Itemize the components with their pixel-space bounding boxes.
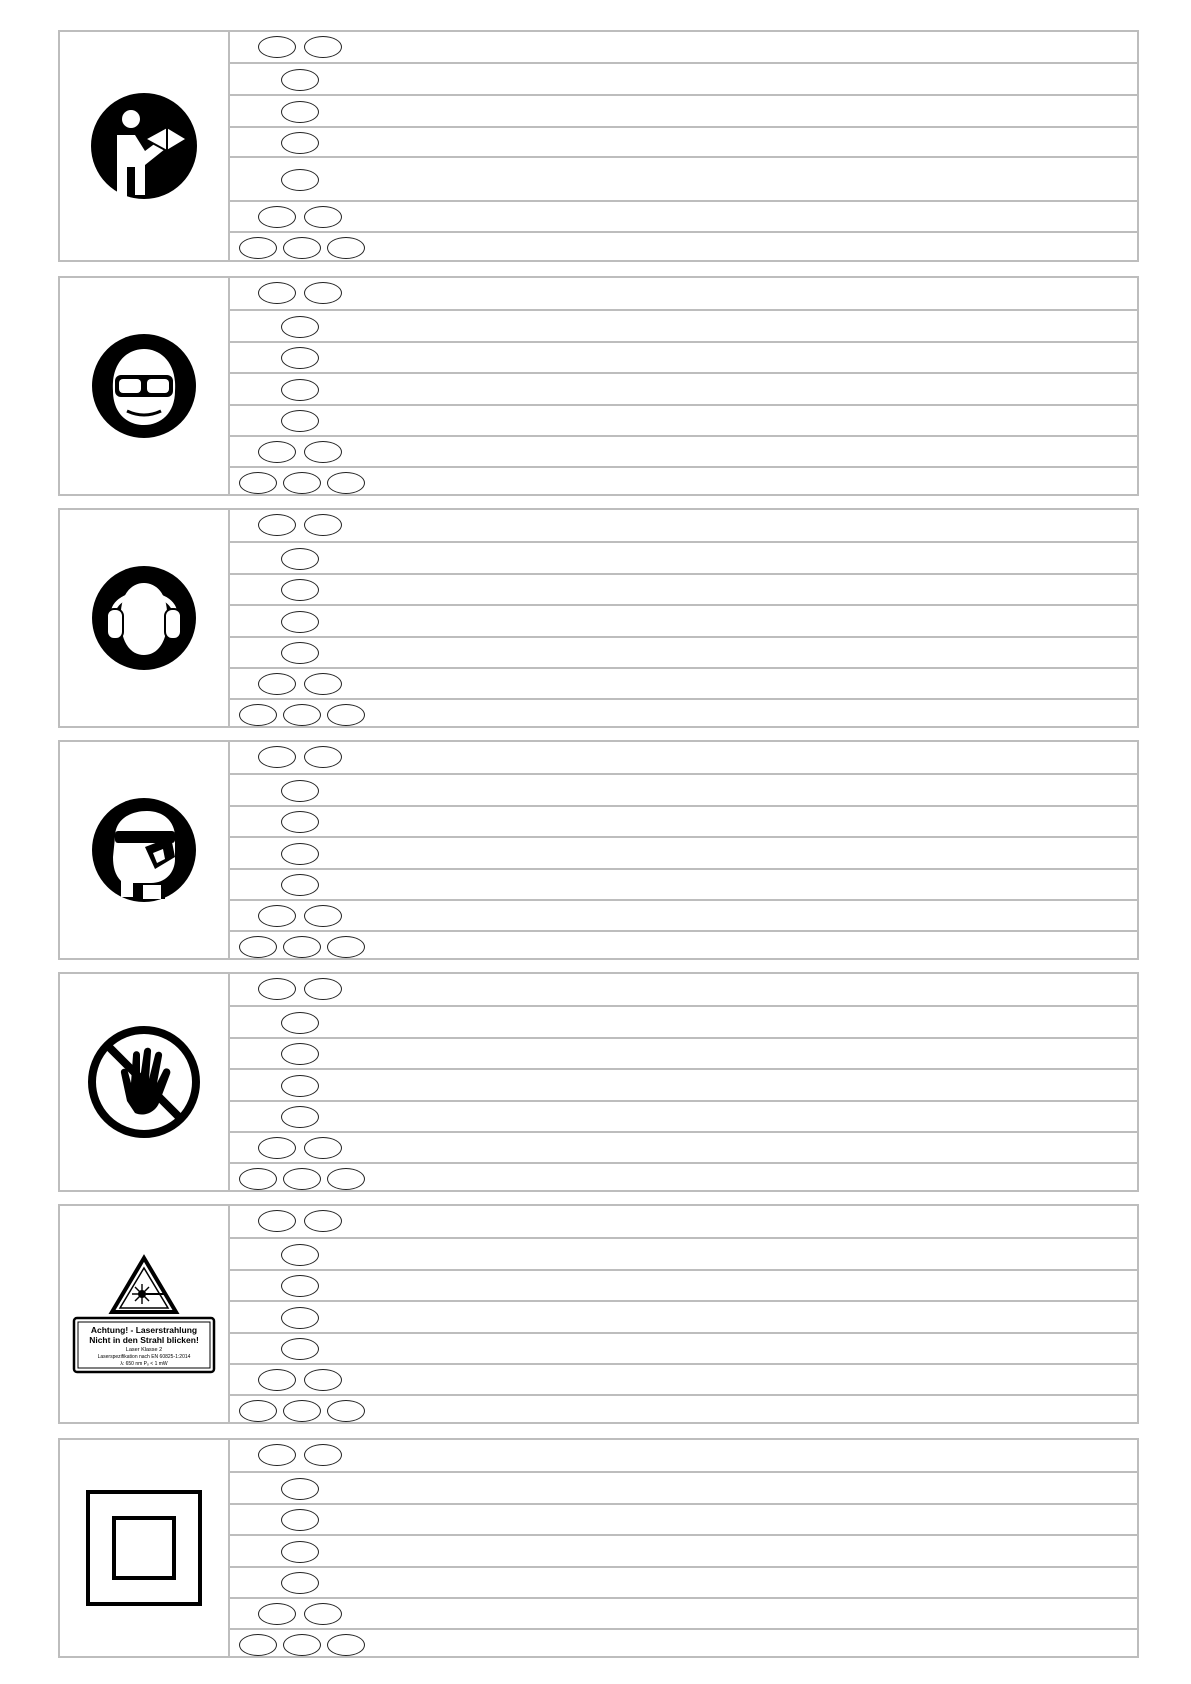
row: [230, 309, 1137, 343]
laser-warning-icon: [70, 1254, 218, 1374]
row: [230, 899, 1137, 932]
laser-label-line3: Laser Klasse 2: [125, 1347, 163, 1353]
rows: [230, 1440, 1137, 1656]
laser-label-line2: Nicht in den Strahl blicken!: [89, 1335, 199, 1345]
oval-field[interactable]: [281, 410, 319, 432]
oval-field[interactable]: [239, 1634, 277, 1656]
oval-field[interactable]: [281, 1478, 319, 1500]
oval-field[interactable]: [281, 69, 319, 91]
oval-field[interactable]: [327, 472, 365, 494]
dust-mask-icon: [91, 797, 197, 903]
oval-field[interactable]: [304, 441, 342, 463]
row: [230, 1440, 1137, 1471]
rows: [230, 278, 1137, 494]
oval-field[interactable]: [281, 874, 319, 896]
protection-class-2-icon: [86, 1490, 202, 1606]
section-eye-protection: [58, 276, 1139, 496]
row: [230, 1037, 1137, 1070]
row: [230, 372, 1137, 406]
row: [230, 200, 1137, 233]
row: [230, 231, 1137, 264]
oval-field[interactable]: [281, 1244, 319, 1266]
oval-field[interactable]: [258, 1444, 296, 1466]
oval-field[interactable]: [239, 1400, 277, 1422]
read-manual-icon: [89, 91, 199, 201]
rows: [230, 742, 1137, 958]
do-not-touch-icon: [87, 1025, 201, 1139]
row: [230, 1100, 1137, 1133]
oval-field[interactable]: [258, 1137, 296, 1159]
oval-field[interactable]: [304, 1603, 342, 1625]
oval-field[interactable]: [258, 441, 296, 463]
oval-field[interactable]: [258, 1369, 296, 1391]
oval-field[interactable]: [281, 811, 319, 833]
row: [230, 1206, 1137, 1237]
oval-field[interactable]: [281, 1275, 319, 1297]
oval-field[interactable]: [281, 780, 319, 802]
row: [230, 510, 1137, 541]
oval-field[interactable]: [304, 206, 342, 228]
row: [230, 773, 1137, 807]
oval-field[interactable]: [281, 1106, 319, 1128]
oval-field[interactable]: [258, 36, 296, 58]
oval-field[interactable]: [281, 642, 319, 664]
row: [230, 1005, 1137, 1039]
oval-field[interactable]: [304, 1369, 342, 1391]
oval-field[interactable]: [281, 611, 319, 633]
oval-field[interactable]: [281, 1012, 319, 1034]
row: [230, 32, 1137, 62]
oval-field[interactable]: [258, 1603, 296, 1625]
row: [230, 341, 1137, 374]
row: [230, 698, 1137, 730]
icon-cell: [60, 974, 230, 1190]
oval-field[interactable]: [281, 1338, 319, 1360]
row: [230, 742, 1137, 773]
oval-field[interactable]: [283, 1168, 321, 1190]
oval-field[interactable]: [327, 1400, 365, 1422]
row: [230, 836, 1137, 870]
oval-field[interactable]: [327, 1168, 365, 1190]
icon-cell: [60, 1440, 230, 1656]
row: [230, 435, 1137, 468]
oval-field[interactable]: [304, 905, 342, 927]
oval-field[interactable]: [281, 316, 319, 338]
oval-field[interactable]: [258, 978, 296, 1000]
oval-field[interactable]: [258, 206, 296, 228]
row: [230, 466, 1137, 498]
row: [230, 1597, 1137, 1630]
row: [230, 667, 1137, 700]
oval-field[interactable]: [239, 472, 277, 494]
row: [230, 1503, 1137, 1536]
row: [230, 1332, 1137, 1365]
oval-field[interactable]: [304, 978, 342, 1000]
oval-field[interactable]: [304, 36, 342, 58]
oval-field[interactable]: [281, 1541, 319, 1563]
laser-label-line1: Achtung! - Laserstrahlung: [90, 1325, 198, 1335]
section-dust-mask: [58, 740, 1139, 960]
oval-field[interactable]: [283, 1400, 321, 1422]
oval-field[interactable]: [304, 514, 342, 536]
oval-field[interactable]: [258, 282, 296, 304]
oval-field[interactable]: [327, 936, 365, 958]
oval-field[interactable]: [281, 1075, 319, 1097]
oval-field[interactable]: [281, 347, 319, 369]
row: [230, 1068, 1137, 1102]
laser-label-line5: λ: 650 nm Pₒ < 1 mW: [120, 1361, 168, 1367]
oval-field[interactable]: [281, 843, 319, 865]
row: [230, 604, 1137, 638]
icon-cell: [60, 742, 230, 958]
oval-field[interactable]: [239, 936, 277, 958]
icon-cell: [60, 510, 230, 726]
section-protection-class-2: [58, 1438, 1139, 1658]
row: [230, 868, 1137, 901]
oval-field[interactable]: [258, 746, 296, 768]
row: [230, 974, 1137, 1005]
row: [230, 1162, 1137, 1194]
icon-cell: [60, 32, 230, 260]
oval-field[interactable]: [283, 1634, 321, 1656]
section-laser-warning: [58, 1204, 1139, 1424]
oval-field[interactable]: [239, 1168, 277, 1190]
row: [230, 636, 1137, 669]
oval-field[interactable]: [283, 704, 321, 726]
oval-field[interactable]: [258, 905, 296, 927]
oval-field[interactable]: [304, 1137, 342, 1159]
row: [230, 1300, 1137, 1334]
oval-field[interactable]: [283, 472, 321, 494]
oval-field[interactable]: [304, 746, 342, 768]
eye-protection-icon: [91, 333, 197, 439]
rows: [230, 974, 1137, 1190]
oval-field[interactable]: [281, 379, 319, 401]
section-read-manual: [58, 30, 1139, 262]
oval-field[interactable]: [281, 1043, 319, 1065]
ear-protection-icon: [91, 565, 197, 671]
oval-field[interactable]: [239, 704, 277, 726]
oval-field[interactable]: [258, 673, 296, 695]
row: [230, 573, 1137, 606]
row: [230, 1534, 1137, 1568]
row: [230, 1131, 1137, 1164]
oval-field[interactable]: [327, 237, 365, 259]
oval-field[interactable]: [281, 132, 319, 154]
row: [230, 1269, 1137, 1302]
oval-field[interactable]: [258, 514, 296, 536]
rows: [230, 510, 1137, 726]
oval-field[interactable]: [283, 237, 321, 259]
row: [230, 1394, 1137, 1426]
section-do-not-touch: [58, 972, 1139, 1192]
oval-field[interactable]: [258, 1210, 296, 1232]
row: [230, 278, 1137, 309]
oval-field[interactable]: [304, 1444, 342, 1466]
oval-field[interactable]: [239, 237, 277, 259]
oval-field[interactable]: [281, 579, 319, 601]
icon-cell: [60, 1206, 230, 1422]
oval-field[interactable]: [327, 1634, 365, 1656]
oval-field[interactable]: [283, 936, 321, 958]
row: [230, 126, 1137, 158]
rows: [230, 32, 1137, 260]
row: [230, 1471, 1137, 1505]
oval-field[interactable]: [281, 548, 319, 570]
oval-field[interactable]: [281, 169, 319, 191]
row: [230, 930, 1137, 962]
oval-field[interactable]: [304, 282, 342, 304]
oval-field[interactable]: [281, 1572, 319, 1594]
row: [230, 94, 1137, 128]
rows: [230, 1206, 1137, 1422]
row: [230, 404, 1137, 437]
section-ear-protection: [58, 508, 1139, 728]
row: [230, 62, 1137, 96]
oval-field[interactable]: [281, 1307, 319, 1329]
oval-field[interactable]: [281, 101, 319, 123]
row: [230, 805, 1137, 838]
laser-label-line4: Laserspezifikation nach EN 60825-1:2014: [97, 1354, 191, 1360]
row: [230, 1237, 1137, 1271]
icon-cell: [60, 278, 230, 494]
oval-field[interactable]: [281, 1509, 319, 1531]
row: [230, 1566, 1137, 1599]
oval-field[interactable]: [304, 673, 342, 695]
oval-field[interactable]: [327, 704, 365, 726]
row: [230, 1363, 1137, 1396]
row: [230, 1628, 1137, 1660]
row: [230, 541, 1137, 575]
row: [230, 156, 1137, 202]
oval-field[interactable]: [304, 1210, 342, 1232]
